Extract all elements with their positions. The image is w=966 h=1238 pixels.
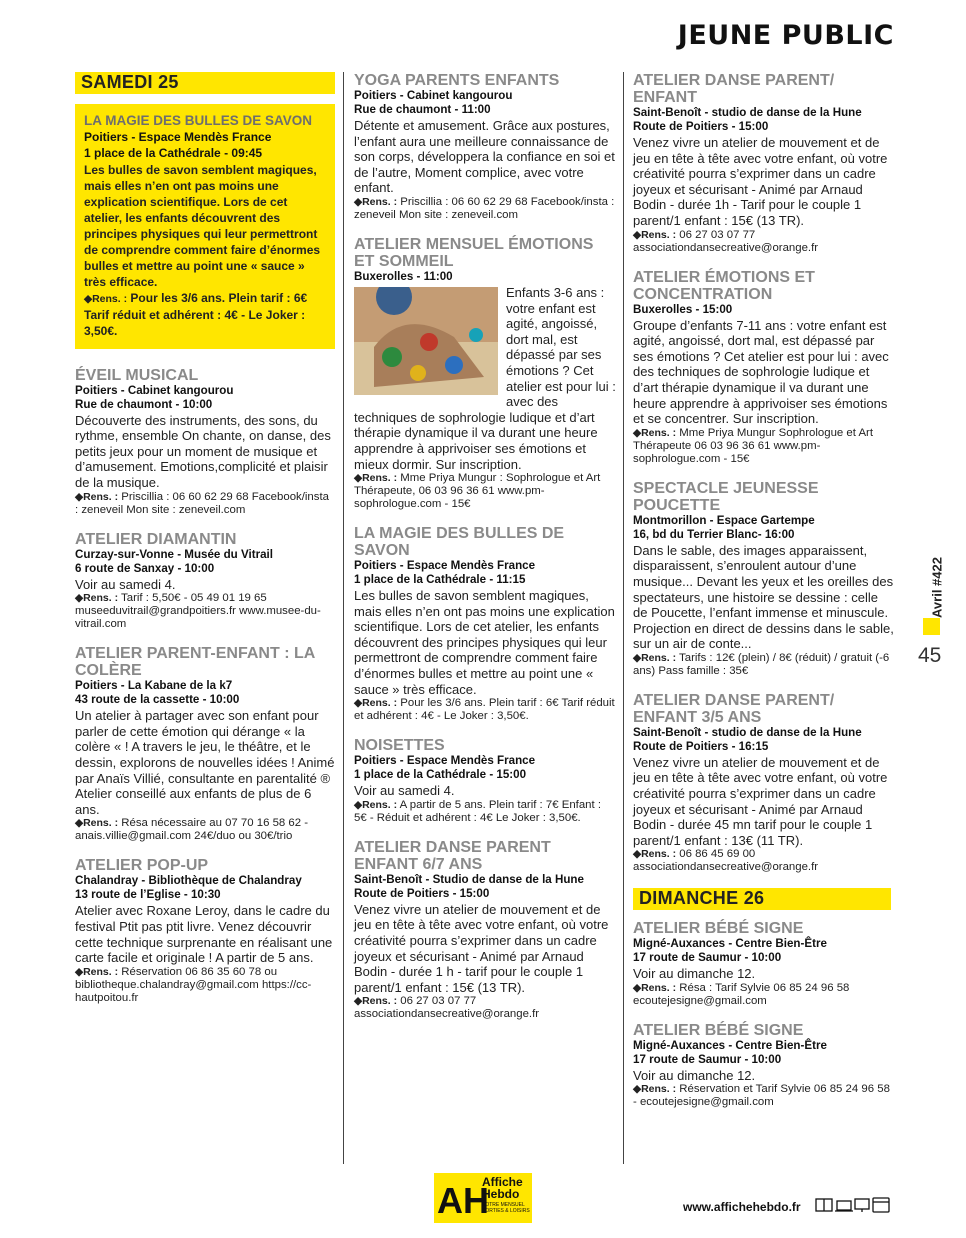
event-info — [75, 966, 335, 1005]
event-title: ATELIER MENSUEL ÉMOTIONS ET SOMMEIL — [354, 235, 594, 270]
event-address: 1 place de la Cathédrale - 11:15 — [354, 573, 526, 587]
event-info — [354, 472, 616, 511]
event-listing — [633, 269, 895, 466]
page-number: 45 — [918, 644, 942, 667]
event-listing — [75, 857, 335, 1004]
event-info — [633, 652, 895, 678]
rens-text: Résa : Tarif Sylvie 06 85 24 96 58 ecoutejesigne@gmail.com — [633, 981, 850, 1007]
event-listing — [633, 692, 895, 875]
column-1 — [75, 72, 335, 1019]
event-description: Détente et amusement. Grâce aux postures, l’enfant aura une meilleure connaissance de son corps, développera la confiance en soi et de l’autre, Moment complice, avec votre enfant. — [354, 118, 615, 196]
event-info — [75, 491, 335, 517]
event-location: Poitiers - Espace Mendès France — [354, 754, 536, 768]
event-description: Voir au dimanche 12. — [633, 1067, 756, 1083]
featured-event — [75, 104, 335, 349]
event-title: ATELIER BÉBÉ SIGNE — [633, 1021, 804, 1039]
event-location: Saint-Benoît - studio de danse de la Hune — [633, 725, 862, 739]
event-info — [84, 290, 327, 339]
event-title: SPECTACLE JEUNESSE POUCETTE — [633, 479, 819, 514]
rens-label: ◆Rens. : — [354, 995, 398, 1008]
event-info — [633, 1083, 895, 1109]
laptop-icon — [835, 1201, 853, 1211]
event-info — [354, 196, 616, 222]
event-listing — [75, 367, 335, 517]
rens-label: ◆Rens. : — [633, 651, 677, 664]
header-rest: UNE PUBLIC — [707, 20, 894, 51]
column-2 — [354, 72, 616, 1035]
header-first-letter: J — [677, 20, 689, 51]
rens-label: ◆Rens. : — [633, 426, 677, 439]
column-divider — [343, 72, 344, 1164]
event-description: Découverte des instruments, des sons, du rythme, ensemble On chante, on danse, des petits jeux pour un moment de musique et d’amusement. Emotions,complicité et plaisir de la musique. — [75, 412, 331, 490]
event-description: Les bulles de savon semblent magiques, mais elles n’en ont pas moins une explication scientifique. Lors de cet atelier, les enfants découvrent des principes physiques qui leur permettront de comprendre comment faire d’énormes bulles et mettre au point une « sauce » très efficace. — [84, 162, 321, 289]
rens-label: ◆Rens. : — [75, 965, 119, 978]
event-listing — [633, 480, 895, 678]
event-title: ATELIER PARENT-ENFANT : LA COLÈRE — [75, 645, 315, 680]
event-location: Montmorillon - Espace Gartempe — [633, 513, 815, 527]
rens-text: Mme Priya Mungur : Sophrologue et Art Thérapeute, 06 03 96 36 61 www.pm-sophrologue.com - 15€ — [354, 472, 601, 511]
event-info — [354, 995, 616, 1021]
event-location: Poitiers - Cabinet kangourou — [75, 383, 234, 397]
event-location: Saint-Benoît - studio de danse de la Hune — [633, 106, 862, 119]
event-location: Poitiers - Cabinet kangourou — [354, 89, 513, 102]
event-title: ATELIER DIAMANTIN — [75, 530, 237, 548]
event-description: Voir au samedi 4. — [354, 783, 455, 799]
event-location: Poitiers - Espace Mendès France — [84, 129, 272, 144]
event-address: Rue de chaumont - 10:00 — [75, 397, 213, 411]
event-address: 17 route de Saumur - 10:00 — [633, 951, 782, 965]
rens-text: Priscillia : 06 60 62 29 68 Facebook/insta : zeneveil Mon site : zeneveil.com — [354, 195, 615, 221]
event-listing — [633, 1022, 895, 1110]
rens-label: ◆Rens. : — [75, 817, 119, 830]
rens-text: Pour les 3/6 ans. Plein tarif : 6€ Tarif réduit et adhérent : 4€ - Le Joker : 3,50€. — [354, 697, 615, 723]
event-info — [354, 799, 616, 825]
rens-label: ◆Rens. : — [354, 472, 398, 485]
event-info — [633, 229, 895, 255]
rens-text: 06 86 45 69 00 associationdansecreative@orange.fr — [633, 848, 819, 874]
event-listing — [354, 72, 616, 222]
rens-label: ◆Rens. : — [354, 697, 398, 710]
event-title: ATELIER ÉMOTIONS ET CONCENTRATION — [633, 268, 815, 303]
event-address: 13 route de l’Eglise - 10:30 — [75, 888, 221, 902]
yellow-square — [923, 618, 940, 635]
event-listing — [354, 236, 616, 511]
event-title: ATELIER DANSE PARENT/ ENFANT 3/5 ANS — [633, 691, 835, 726]
rens-label: ◆Rens. : — [75, 490, 119, 503]
event-info — [75, 592, 335, 631]
logo-line1: Affiche — [482, 1175, 523, 1189]
issue-label: Avril #422 — [929, 557, 945, 618]
logo-line2: Hebdo — [482, 1187, 520, 1201]
rens-text: Mme Priya Mungur Sophrologue et Art Thérapeute 06 03 96 36 61 www.pm-sophrologue.com - 15€ — [633, 426, 873, 465]
event-address: Route de Poitiers - 15:00 — [633, 120, 769, 133]
event-description: Les bulles de savon semblent magiques, mais elles n’en ont pas moins une explication scientifique. Lors de cet atelier, les enfants découvrent des principes physiques qui leur permettront de comprendre comment faire d’énormes bulles et mettre au point une « sauce » très efficace. — [354, 588, 615, 697]
event-description: Un atelier à partager avec son enfant pour parler de cette émotion qui dérange « la colère « ! A travers le jeu, le théâtre, et le dessin, explorons de nouvelles idées ! Animé par Anaïs Villié, consultante en parentalité ® Atelier conseillé aux enfants de plus de 6 ans. — [75, 708, 335, 817]
event-description: Dans le sable, des images apparaissent, disparaissent, s’enroulent autour d’une musique... Devant les yeux et les oreilles des spectateurs, une histoire se dessine : celle de Poucette, l’enfant immense et minuscule. Projection en direct de dessins dans le sable, sur un air de conte... — [633, 542, 894, 652]
event-listing — [633, 72, 895, 255]
event-title: ÉVEIL MUSICAL — [75, 366, 199, 384]
event-address: 43 route de la cassette - 10:00 — [75, 693, 240, 707]
section-header — [678, 20, 894, 51]
event-title: NOISETTES — [354, 737, 445, 755]
svg-text:AH: AH — [437, 1180, 489, 1221]
column-3 — [633, 72, 895, 1123]
header-highlight-letter: E — [688, 20, 708, 51]
event-photo — [354, 287, 498, 395]
event-address: 1 place de la Cathédrale - 09:45 — [84, 145, 263, 160]
logo-tagline2: SORTIES & LOISIRS — [482, 1208, 530, 1214]
book-icon — [816, 1199, 832, 1211]
event-address: 16, bd du Terrier Blanc- 16:00 — [633, 527, 795, 541]
rens-label: ◆Rens. : — [633, 228, 677, 241]
event-address: 17 route de Saumur - 10:00 — [633, 1052, 782, 1066]
event-title: LA MAGIE DES BULLES DE SAVON — [354, 525, 565, 560]
column-divider — [623, 72, 624, 1164]
rens-text: 06 27 03 07 77 associationdansecreative@orange.fr — [354, 995, 540, 1021]
event-title: ATELIER POP-UP — [75, 857, 209, 875]
rens-text: Tarif : 5,50€ - 05 49 01 19 65 museeduvitrail@grandpoitiers.fr www.musee-du-vitrail.com — [75, 592, 321, 631]
event-info — [75, 817, 335, 843]
footer-device-icons — [815, 1196, 895, 1219]
event-title: ATELIER BÉBÉ SIGNE — [633, 920, 804, 938]
rens-text: Résa nécessaire au 07 70 16 58 62 - anais.villie@gmail.com 24€/duo ou 30€/trio — [75, 817, 309, 843]
rens-text: Tarifs : 12€ (plein) / 8€ (réduit) / gratuit (-6 ans) Pass famille : 35€ — [633, 651, 890, 677]
event-info — [633, 848, 895, 874]
event-description: Enfants 3-6 ans : votre enfant est agité, angoissé, dort mal, est dépassé par ses émotions ? Cet atelier est pour lui : avec des techniques de sophrologie ludique et d’art thérapie dynamique il va durant une heure apprendre à apprivoiser ses émotions et mieux dormir. Sur inscription. — [354, 284, 616, 472]
event-location: Saint-Benoît - Studio de danse de la Hune — [354, 872, 584, 886]
event-address: Route de Poitiers - 16:15 — [633, 739, 769, 753]
event-location: Migné-Auxances - Centre Bien-Être — [633, 1038, 827, 1052]
event-location: Buxerolles - 15:00 — [633, 302, 733, 316]
event-info — [633, 982, 895, 1008]
event-location: Poitiers - La Kabane de la k7 — [75, 679, 233, 693]
event-description: Venez vivre un atelier de mouvement et de jeu en tête à tête avec votre enfant, où votre créativité pourra s’exprimer dans un cadre joyeux et sécurisant - Animé par Arnaud Bodin - durée 45 mn tarif pour le couple 1 parent/1 enfant : 13€ (11 TR). — [633, 754, 888, 848]
rens-label: ◆Rens. : — [354, 798, 398, 811]
event-description: Atelier avec Roxane Leroy, dans le cadre du festival Ptit pas ptit livre. Venez découvrir cette technique surprenante en réalisant une carte facile et originale ! A partir de 5 ans. — [75, 903, 333, 966]
rens-label: ◆Rens. : — [75, 592, 119, 605]
event-title: LA MAGIE DES BULLES DE SAVON — [84, 112, 313, 128]
rens-text: A partir de 5 ans. Plein tarif : 7€ Enfant : 5€ - Réduit et adhérent : 4€ Le Joker : 3,50€. — [354, 798, 601, 824]
day-heading: DIMANCHE 26 — [633, 888, 891, 910]
event-address: Rue de chaumont - 11:00 — [354, 103, 491, 116]
footer-url[interactable]: www.affichehebdo.fr — [683, 1200, 801, 1214]
event-location: Poitiers - Espace Mendès France — [354, 559, 536, 573]
rens-label: ◆Rens. : — [633, 981, 677, 994]
affiche-hebdo-logo — [434, 1173, 532, 1223]
rens-label: ◆Rens. : — [84, 292, 128, 305]
event-info — [354, 697, 616, 723]
rens-text: 06 27 03 07 77 associationdansecreative@orange.fr — [633, 228, 819, 254]
event-listing — [633, 920, 895, 1008]
event-title: ATELIER DANSE PARENT/ ENFANT — [633, 72, 835, 106]
tablet-icon — [873, 1198, 889, 1212]
rens-text: Pour les 3/6 ans. Plein tarif : 6€ Tarif réduit et adhérent : 4€ - Le Joker : 3,50€. — [84, 290, 308, 338]
event-address: Route de Poitiers - 15:00 — [354, 886, 490, 900]
rens-text: Réservation 06 86 35 60 78 ou bibliotheque.chalandray@gmail.com https://cc-hautpoitou.fr — [75, 965, 312, 1004]
event-title: YOGA PARENTS ENFANTS — [354, 72, 560, 89]
rens-label: ◆Rens. : — [633, 1083, 677, 1096]
event-location: Chalandray - Bibliothèque de Chalandray — [75, 874, 302, 888]
event-location: Migné-Auxances - Centre Bien-Être — [633, 937, 827, 951]
rens-label: ◆Rens. : — [354, 195, 398, 208]
rens-text: Réservation et Tarif Sylvie 06 85 24 96 58 - ecoutejesigne@gmail.com — [633, 1083, 890, 1109]
event-listing — [354, 737, 616, 825]
rens-text: Priscillia : 06 60 62 29 68 Facebook/insta : zeneveil Mon site : zeneveil.com — [75, 490, 329, 516]
event-listing — [354, 525, 616, 723]
event-description: Voir au dimanche 12. — [633, 966, 756, 982]
event-location: Curzay-sur-Vonne - Musée du Vitrail — [75, 547, 273, 561]
event-address: 1 place de la Cathédrale - 15:00 — [354, 768, 527, 782]
event-listing — [354, 839, 616, 1022]
event-location: Buxerolles - 11:00 — [354, 269, 453, 283]
event-description: Venez vivre un atelier de mouvement et de jeu en tête à tête avec votre enfant, où votre créativité pourra s’exprimer dans un cadre joyeux et sécurisant - Animé par Arnaud Bodin - durée 1 h - tarif pour le couple 1 parent/1 enfant : 15€ (13 TR). — [354, 901, 609, 995]
event-listing — [75, 645, 335, 843]
rens-label: ◆Rens. : — [633, 848, 677, 861]
monitor-icon — [855, 1199, 869, 1212]
logo-tagline1: VOTRE MENSUEL — [482, 1202, 525, 1208]
event-description: Groupe d’enfants 7-11 ans : votre enfant est agité, angoissé, dort mal, est dépassé par ses émotions ? Cet atelier est pour lui : avec des techniques de sophrologie ludique et d’art thérapie dynamique il va durant une heure apprendre à apprivoiser ses émotions et se concentrer. Sur inscription. — [633, 317, 889, 427]
event-title: ATELIER DANSE PARENT ENFANT 6/7 ANS — [354, 838, 551, 873]
event-description: Voir au samedi 4. — [75, 576, 176, 592]
event-description: Venez vivre un atelier de mouvement et de jeu en tête à tête avec votre enfant, où votre créativité pourra s’exprimer dans un cadre joyeux et sécurisant - Animé par Arnaud Bodin - durée 1h - Tarif pour le couple 1 parent/1 enfant : 15€ (13 TR). — [633, 135, 888, 228]
event-listing — [75, 531, 335, 632]
event-info — [633, 427, 895, 466]
event-address: 6 route de Sanxay - 10:00 — [75, 561, 215, 575]
day-heading: SAMEDI 25 — [75, 72, 335, 94]
